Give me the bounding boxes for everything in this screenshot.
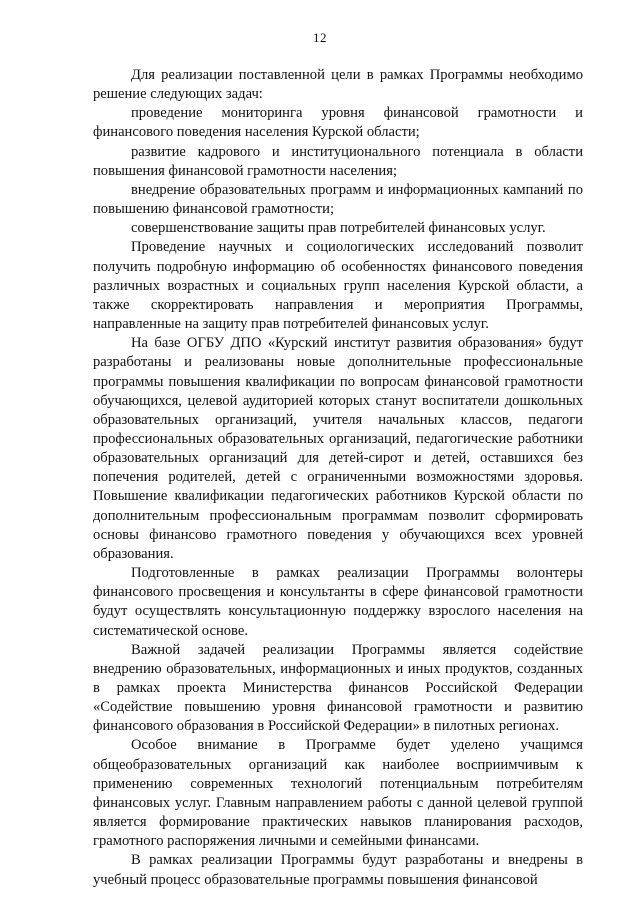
task-item-personnel: развитие кадрового и институционального потенциала в области повышения финансовой грамотности населения; — [93, 143, 583, 179]
task-item-monitoring: проведение мониторинга уровня финансовой грамотности и финансового поведения населения Курской области; — [93, 105, 583, 141]
task-item-programs: внедрение образовательных программ и информационных кампаний по повышению финансовой грамотности; — [93, 181, 583, 218]
paragraph-ministry-project: Важной задачей реализации Программы является содействие внедрению образовательных, информационных и иных продуктов, созданных в рамках проекта Министерства финансов Российской Федерации «Содействие повышению уровня финансовой грамотности и развитию финансового образования в Российской Федерации» в пилотных регионах. — [93, 641, 583, 735]
paragraph-kiro: На базе ОГБУ ДПО «Курский институт развития образования» будут разработаны и реализованы новые дополнительные профессиональные программы повышения квалификации по вопросам финансовой грамотности обучающихся, целевой аудиторией которых станут воспитатели дошкольных образовательных организаций, учителя начальных классов, педагоги профессиональных образовательных организаций, педагогические работники образовательных организаций для детей-сирот и детей, оставшихся без попечения родителей, детей с ограниченными возможностями здоровья. Повышение квалификации педагогических работников Курской области по дополнительным профессиональным программам позволит сформировать основы финансово грамотного поведения у обучающихся всех уровней образования. — [93, 335, 583, 562]
paragraph-students: Особое внимание в Программе будет уделено учащимся общеобразовательных организаций как наиболее восприимчивым к применению современных технологий потенциальным потребителям финансовых услуг. Главным направлением работы с данной целевой группой является формирование практических навыков планирования расходов, грамотного распоряжения личными и семейными финансами. — [93, 737, 583, 850]
task-item-consumer-protection: совершенствование защиты прав потребителей финансовых услуг. — [131, 220, 546, 237]
page-number: 12 — [313, 30, 327, 45]
paragraph-intro: Для реализации поставленной цели в рамках Программы необходимо решение следующих задач: — [93, 67, 583, 103]
paragraph-research: Проведение научных и социологических исследований позволит получить подробную информацию об особенностях финансового поведения различных возрастных и социальных групп населения Курской области, а также скорректировать направления и мероприятия Программы, направленные на защиту прав потребителей финансовых услуг. — [93, 239, 583, 333]
paragraph-curriculum: В рамках реализации Программы будут разработаны и внедрены в учебный процесс образовательные программы повышения финансовой — [93, 852, 583, 888]
document-body — [93, 66, 583, 890]
paragraph-volunteers: Подготовленные в рамках реализации Программы волонтеры финансового просвещения и консультанты в сфере финансовой грамотности будут осуществлять консультационную поддержку взрослого населения на систематической основе. — [93, 565, 583, 639]
